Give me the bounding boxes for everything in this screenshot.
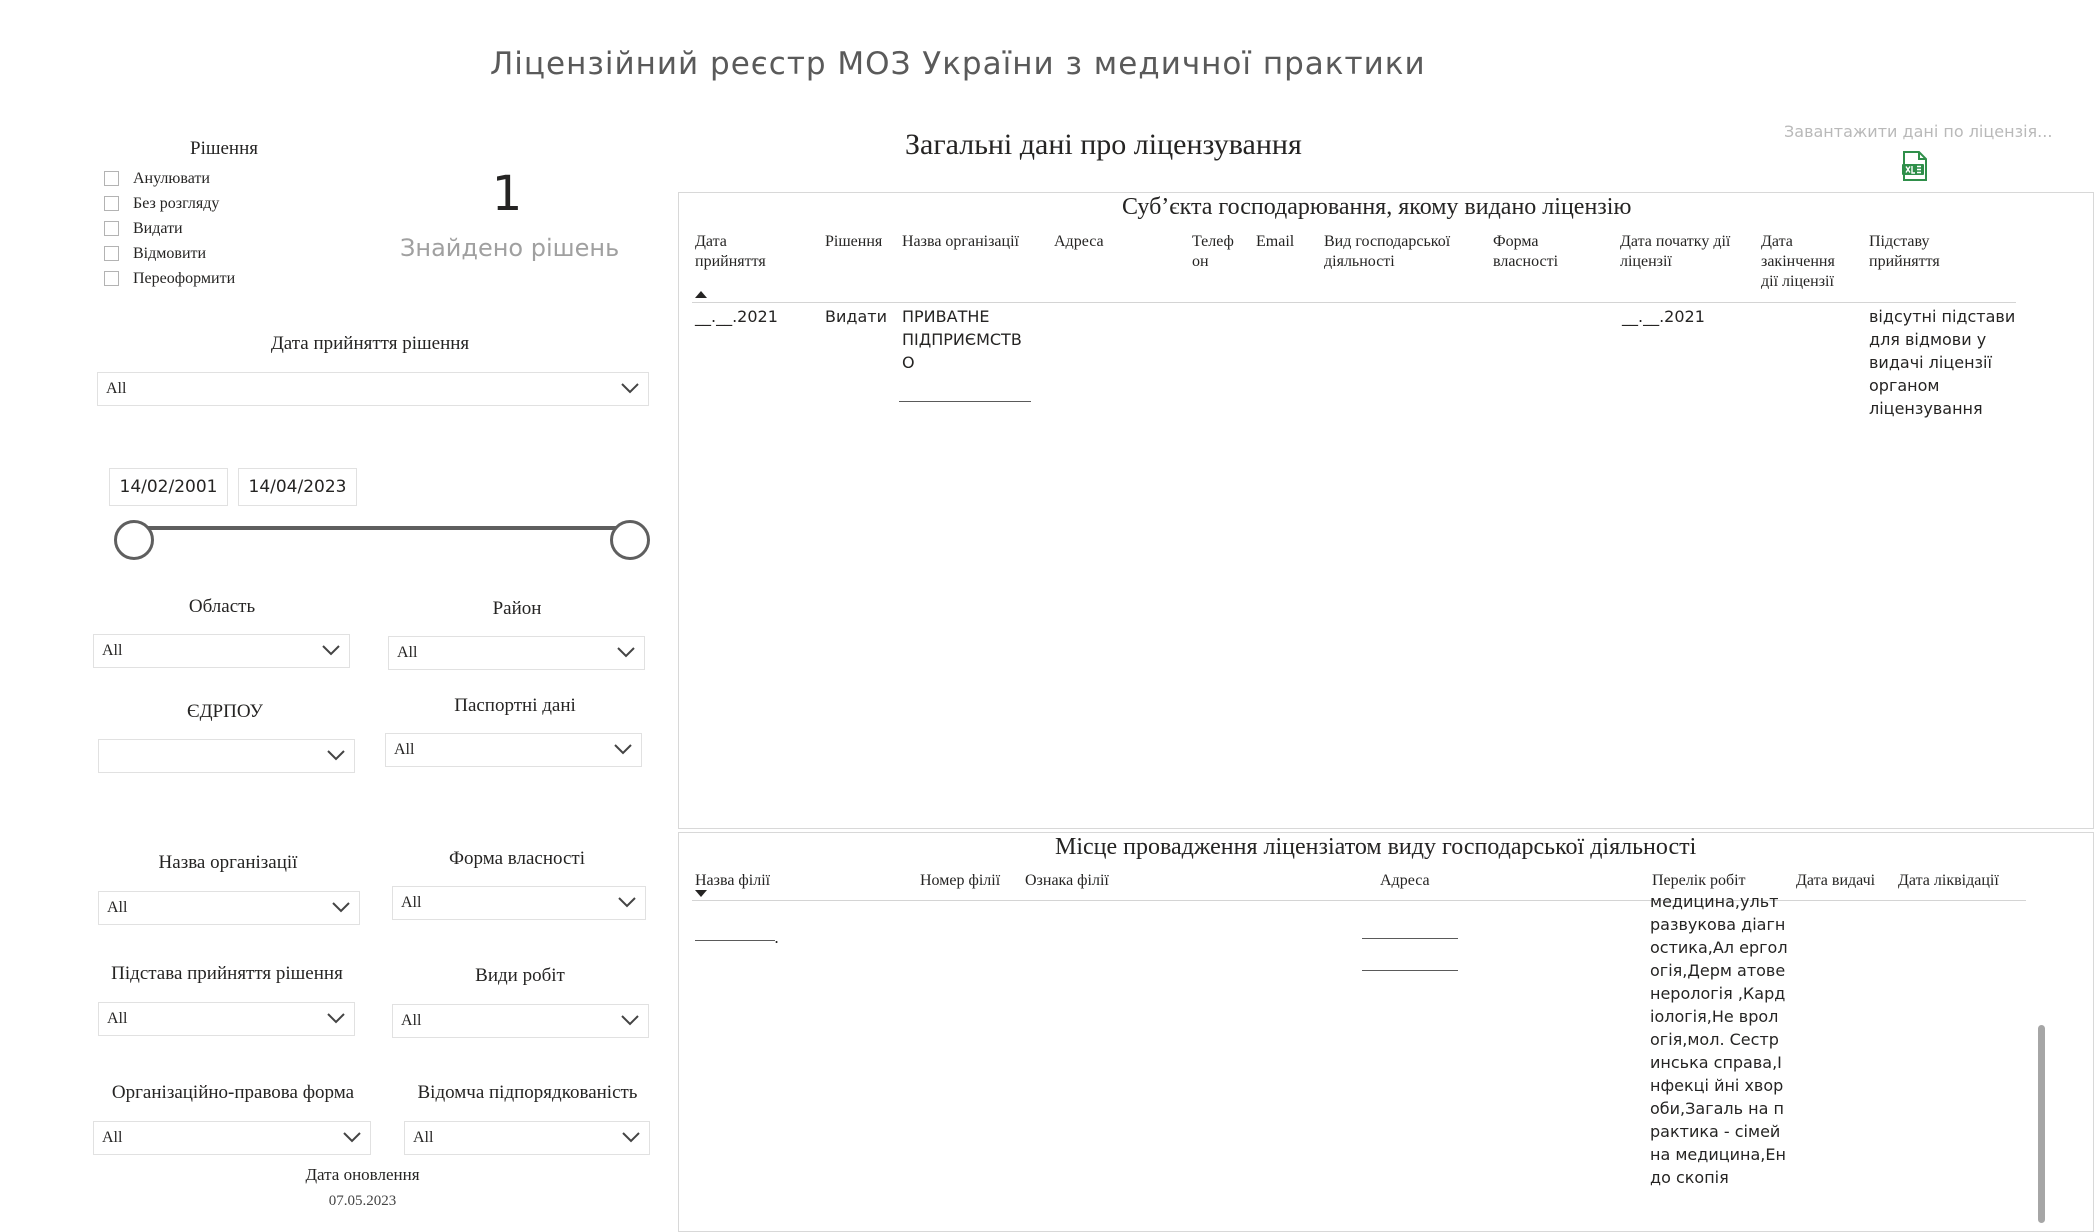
decision-option-issue[interactable]	[104, 216, 235, 241]
works-filter-title: Види робіт	[475, 965, 565, 986]
cell-works: медицина,ульт развукова діагностика,Ал ергологія,Дерм атовенерологія ,Кардіологія,Не врологія,мол. Сестринська справа,Інфекці йні хвороби,Загаль на практика - сімейна медицина,Ендо скопія	[1650, 892, 1788, 1187]
col-header-start[interactable]: Дата початку дії ліцензії	[1620, 233, 1731, 270]
col-header-decision[interactable]: Рішення	[825, 233, 883, 250]
dropdown-value: All	[107, 899, 128, 916]
raion-filter-title: Район	[492, 598, 542, 619]
dropdown-value: All	[102, 642, 123, 659]
dropdown-value: All	[401, 1012, 422, 1029]
cell-branch-suffix: .	[774, 928, 780, 947]
oblast-dropdown[interactable]	[93, 634, 350, 668]
checkbox-icon[interactable]	[104, 246, 119, 261]
col-header-works[interactable]: Перелік робіт	[1652, 872, 1746, 889]
update-date-label: Дата оновлення	[305, 1165, 420, 1184]
basis-filter-title: Підстава прийняття рішення	[111, 963, 343, 984]
decision-checklist	[104, 166, 235, 291]
header-divider	[692, 900, 2026, 901]
oblast-filter-title: Область	[188, 596, 256, 617]
download-data-link[interactable]: Завантажити дані по ліцензія...	[1784, 122, 2053, 141]
checkbox-icon[interactable]	[104, 171, 119, 186]
cell-org: ПРИВАТНЕ ПІДПРИЄМСТВ О	[902, 307, 1022, 372]
col-header-phone[interactable]: Телеф он	[1192, 233, 1234, 270]
checkbox-icon[interactable]	[104, 271, 119, 286]
col-header-branch-number[interactable]: Номер філії	[920, 872, 1001, 889]
option-label: Без розгляду	[133, 194, 220, 212]
dropdown-value: All	[102, 1129, 123, 1146]
subordination-dropdown[interactable]	[404, 1121, 650, 1155]
chevron-down-icon	[613, 742, 633, 756]
cell-basis: відсутні підстави для відмови у видачі ліцензії органом ліцензування	[1869, 307, 2016, 418]
general-section-title: Загальні дані про ліцензування	[905, 128, 1302, 161]
chevron-down-icon	[331, 900, 351, 914]
edrpou-dropdown[interactable]	[98, 739, 355, 773]
chevron-down-icon	[326, 748, 346, 762]
chevron-down-icon	[620, 1013, 640, 1027]
legal-form-dropdown[interactable]	[93, 1121, 371, 1155]
org-name-dropdown[interactable]	[98, 891, 360, 925]
date-range-start-handle[interactable]	[114, 520, 154, 560]
works-dropdown[interactable]	[392, 1004, 649, 1038]
chevron-down-icon	[620, 381, 640, 395]
chevron-down-icon	[326, 1011, 346, 1025]
decision-option-reissue[interactable]	[104, 266, 235, 291]
dropdown-value: All	[413, 1129, 434, 1146]
col-header-basis[interactable]: Підставу прийняття	[1869, 233, 1940, 270]
dropdown-value: All	[107, 1010, 128, 1027]
date-range-end-handle[interactable]	[610, 520, 650, 560]
col-header-liquidation-date[interactable]: Дата ліквідації	[1898, 872, 1999, 889]
org-name-filter-title: Назва організації	[158, 852, 298, 873]
chevron-down-icon	[342, 1130, 362, 1144]
col-header-end[interactable]: Дата закінчення дії ліцензії	[1761, 233, 1835, 290]
chevron-down-icon	[616, 645, 636, 659]
col-header-org[interactable]: Назва організації	[902, 233, 1019, 250]
cell-address-line	[1362, 970, 1458, 971]
sort-descending-icon[interactable]	[695, 890, 707, 897]
option-label: Анулювати	[133, 169, 210, 187]
decision-option-refuse[interactable]	[104, 241, 235, 266]
date-filter-title: Дата прийняття рішення	[270, 333, 470, 354]
raion-dropdown[interactable]	[388, 636, 645, 670]
subject-table-title: Суб’єкта господарювання, якому видано ліцензію	[1122, 194, 1632, 220]
update-date-value: 07.05.2023	[328, 1193, 397, 1209]
col-header-address[interactable]: Адреса	[1054, 233, 1104, 250]
col-header-activity[interactable]: Вид господарської діяльності	[1324, 233, 1451, 270]
option-label: Переоформити	[133, 269, 236, 287]
dropdown-value: All	[397, 644, 418, 661]
ownership-filter-title: Форма власності	[448, 848, 586, 869]
sort-ascending-icon[interactable]	[695, 291, 707, 298]
legal-form-filter-title: Організаційно-правова форма	[111, 1082, 355, 1103]
checkbox-icon[interactable]	[104, 221, 119, 236]
chevron-down-icon	[617, 895, 637, 909]
cell-date: __.__.2021	[695, 307, 778, 326]
cell-address-line	[1362, 938, 1458, 939]
chevron-down-icon	[321, 643, 341, 657]
cell-start: __.__.2021	[1622, 307, 1705, 326]
cell-branch-line	[695, 940, 775, 941]
col-header-branch[interactable]: Назва філії	[695, 872, 771, 889]
page-title: Ліцензійний реєстр МОЗ України з медичної практики	[490, 46, 1426, 82]
col-header-ownership[interactable]: Форма власності	[1493, 233, 1559, 270]
dropdown-value: All	[394, 741, 415, 758]
header-divider	[692, 302, 2016, 303]
cell-placeholder-line	[899, 401, 1031, 402]
option-label: Відмовити	[133, 244, 207, 262]
option-label: Видати	[133, 219, 183, 237]
col-header-issue-date[interactable]: Дата видачі	[1796, 872, 1876, 889]
passport-filter-title: Паспортні дані	[454, 695, 576, 716]
decision-option-no-review[interactable]	[104, 191, 235, 216]
decisions-count-value: 1	[491, 166, 523, 222]
chevron-down-icon	[621, 1130, 641, 1144]
place-table-scrollbar[interactable]	[2038, 1025, 2045, 1223]
date-start-input[interactable]: 14/02/2001	[109, 468, 228, 506]
basis-dropdown[interactable]	[98, 1002, 355, 1036]
dropdown-value: All	[401, 894, 422, 911]
col-header-address[interactable]: Адреса	[1380, 872, 1430, 889]
cell-decision: Видати	[825, 307, 887, 326]
col-header-branch-sign[interactable]: Ознака філії	[1025, 872, 1109, 889]
date-range-track[interactable]	[130, 526, 620, 530]
subject-table	[678, 192, 2094, 829]
decision-option-annul[interactable]	[104, 166, 235, 191]
ownership-dropdown[interactable]	[392, 886, 646, 920]
dropdown-value: All	[106, 380, 127, 397]
decision-slicer-title: Рішення	[190, 138, 258, 159]
col-header-email[interactable]: Email	[1256, 233, 1295, 250]
checkbox-icon[interactable]	[104, 196, 119, 211]
subordination-filter-title: Відомча підпорядкованість	[417, 1082, 638, 1103]
excel-download-icon[interactable]	[1901, 151, 1928, 181]
edrpou-filter-title: ЄДРПОУ	[187, 701, 263, 722]
decisions-count-label: Знайдено рішень	[400, 234, 620, 262]
place-table	[678, 832, 2094, 1232]
col-header-date[interactable]: Дата прийняття	[695, 233, 766, 270]
date-end-input[interactable]: 14/04/2023	[238, 468, 357, 506]
passport-dropdown[interactable]	[385, 733, 642, 767]
cell-works-clip	[1650, 892, 1790, 1230]
date-filter-dropdown[interactable]	[97, 372, 649, 406]
place-table-title: Місце провадження ліцензіатом виду господарської діяльності	[1055, 834, 1697, 860]
